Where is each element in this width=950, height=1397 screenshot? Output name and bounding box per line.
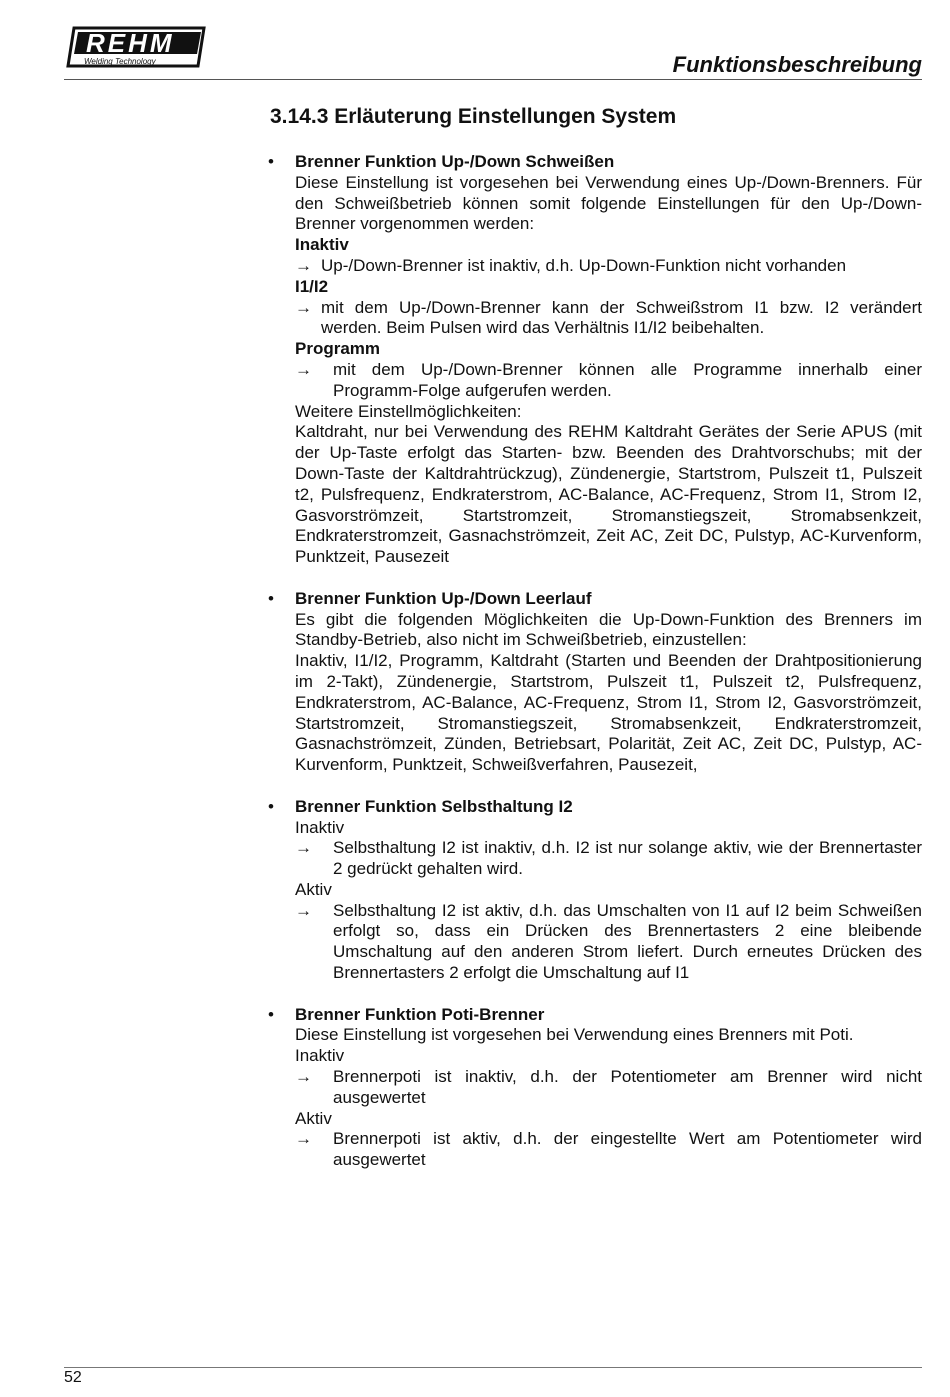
- section-title: 3.14.3 Erläuterung Einstellungen System: [270, 105, 677, 128]
- rehm-logo: [64, 22, 210, 72]
- logo-subtext: Welding Technology: [84, 57, 156, 66]
- list-item: [268, 1004, 922, 1171]
- option-description: [295, 256, 922, 277]
- item-title: Brenner Funktion Selbsthaltung I2: [295, 796, 573, 816]
- item-title: Brenner Funktion Up-/Down Leerlauf: [295, 588, 592, 608]
- bullet-icon: •: [268, 588, 274, 608]
- option-description: [295, 298, 922, 340]
- more-settings-label: Weitere Einstellmöglichkeiten:: [295, 401, 522, 421]
- item-text: Inaktiv, I1/I2, Programm, Kaltdraht (Starten und Beenden der Drahtpositionierung im 2-Takt), Zündenergie, Startstrom, Pulszeit t1, Pulszeit t2, Pulsfrequenz, Endkraterstrom, AC-Balance, AC-Frequenz, Strom I1, Strom I2, Gasvorströmzeit, Startstromzeit, Stromanstiegszeit, Stromabsenkzeit, Endkraterstromzeit, Gasnachströmzeit, Zünden, Betriebsart, Polarität, Zeit AC, Zeit DC, Pulstyp, AC-Kurvenform, Punktzeit, Schweißverfahren, Pausezeit,: [295, 651, 922, 775]
- list-item: [268, 152, 922, 568]
- page-number: 52: [64, 1369, 82, 1386]
- option-description: [295, 1067, 922, 1109]
- option-label: Aktiv: [295, 1108, 332, 1128]
- option-text: Selbsthaltung I2 ist inaktiv, d.h. I2 ist nur solange aktiv, wie der Brennertaster 2 gedrückt gehalten wird.: [333, 838, 922, 879]
- option-label: Inaktiv: [295, 1046, 345, 1066]
- arrow-icon: →: [295, 255, 312, 275]
- option-text: Selbsthaltung I2 ist aktiv, d.h. das Umschalten von I1 auf I2 beim Schweißen erfolgt so, dass ein Drücken des Brennertasters 2 eine bleibende Umschaltung auf den anderen Strom liefert. Durch erneutes Drücken des Brennertasters 2 erfolgt die Umschaltung auf I1: [333, 900, 922, 983]
- option-text: Up-/Down-Brenner ist inaktiv, d.h. Up-Down-Funktion nicht vorhanden: [321, 255, 847, 275]
- option-label: I1/I2: [295, 276, 329, 296]
- arrow-icon: →: [295, 900, 312, 920]
- arrow-icon: →: [295, 297, 312, 317]
- option-text: mit dem Up-/Down-Brenner können alle Programme innerhalb einer Programm-Folge aufgerufen werden.: [333, 359, 922, 400]
- logo-wordmark: REHM: [86, 28, 175, 58]
- item-intro: Diese Einstellung ist vorgesehen bei Verwendung eines Brenners mit Poti.: [295, 1025, 854, 1045]
- item-intro: Diese Einstellung ist vorgesehen bei Verwendung eines Up-/Down-Brenners. Für den Schweißbetrieb können somit folgende Einstellungen für den Up-/Down-Brenner vorgenommen werden:: [295, 172, 922, 234]
- content: [268, 152, 922, 1192]
- bullet-icon: •: [268, 152, 274, 171]
- option-description: [295, 901, 922, 984]
- list-item: [268, 588, 922, 776]
- option-text: Brennerpoti ist inaktiv, d.h. der Potentiometer am Brenner wird nicht ausgewertet: [333, 1067, 922, 1107]
- bullet-icon: •: [268, 796, 274, 816]
- list-item: [268, 796, 922, 984]
- item-title: Brenner Funktion Poti-Brenner: [295, 1004, 545, 1024]
- option-description: [295, 838, 922, 880]
- arrow-icon: →: [295, 838, 312, 858]
- option-text: Brennerpoti ist aktiv, d.h. der eingestellte Wert am Potentiometer wird ausgewertet: [333, 1129, 922, 1170]
- arrow-icon: →: [295, 1129, 312, 1149]
- option-label: Inaktiv: [295, 817, 345, 837]
- more-settings-text: Kaltdraht, nur bei Verwendung des REHM Kaltdraht Gerätes der Serie APUS (mit der Up-Taste erfolgt das Starten- bzw. Beenden des Drahtvorschubs; mit der Down-Taste der Kaltdrahtrückzug), Zündenergie, Startstrom, Pulszeit t1, Pulszeit t2, Pulsfrequenz, Endkraterstrom, AC-Balance, AC-Frequenz, Strom I1, Strom I2, Gasvorströmzeit, Startstromzeit, Stromanstiegszeit, Stromabsenkzeit, Endkraterstromzeit, Gasnachströmzeit, Zeit AC, Zeit DC, Pulstyp, AC-Kurvenform, Punktzeit, Pausezeit: [295, 422, 922, 567]
- arrow-icon: →: [295, 359, 312, 379]
- item-title: Brenner Funktion Up-/Down Schweißen: [295, 152, 615, 171]
- option-description: [295, 1129, 922, 1171]
- header-divider: [64, 79, 922, 80]
- option-label: Inaktiv: [295, 235, 349, 255]
- footer-divider: [64, 1367, 922, 1368]
- bullet-icon: •: [268, 1004, 274, 1024]
- arrow-icon: →: [295, 1067, 312, 1087]
- option-label: Aktiv: [295, 879, 332, 899]
- header-title: Funktionsbeschreibung: [672, 52, 922, 77]
- item-intro: Es gibt die folgenden Möglichkeiten die Up-Down-Funktion des Brenners im Standby-Betrieb, also nicht im Schweißbetrieb, einzustellen:: [295, 609, 922, 650]
- rehm-logo-graphic: [64, 22, 210, 72]
- option-label: Programm: [295, 339, 381, 359]
- option-description: [295, 360, 922, 402]
- option-text: mit dem Up-/Down-Brenner kann der Schweißstrom I1 bzw. I2 verändert werden. Beim Pulsen wird das Verhältnis I1/I2 beibehalten.: [321, 297, 922, 338]
